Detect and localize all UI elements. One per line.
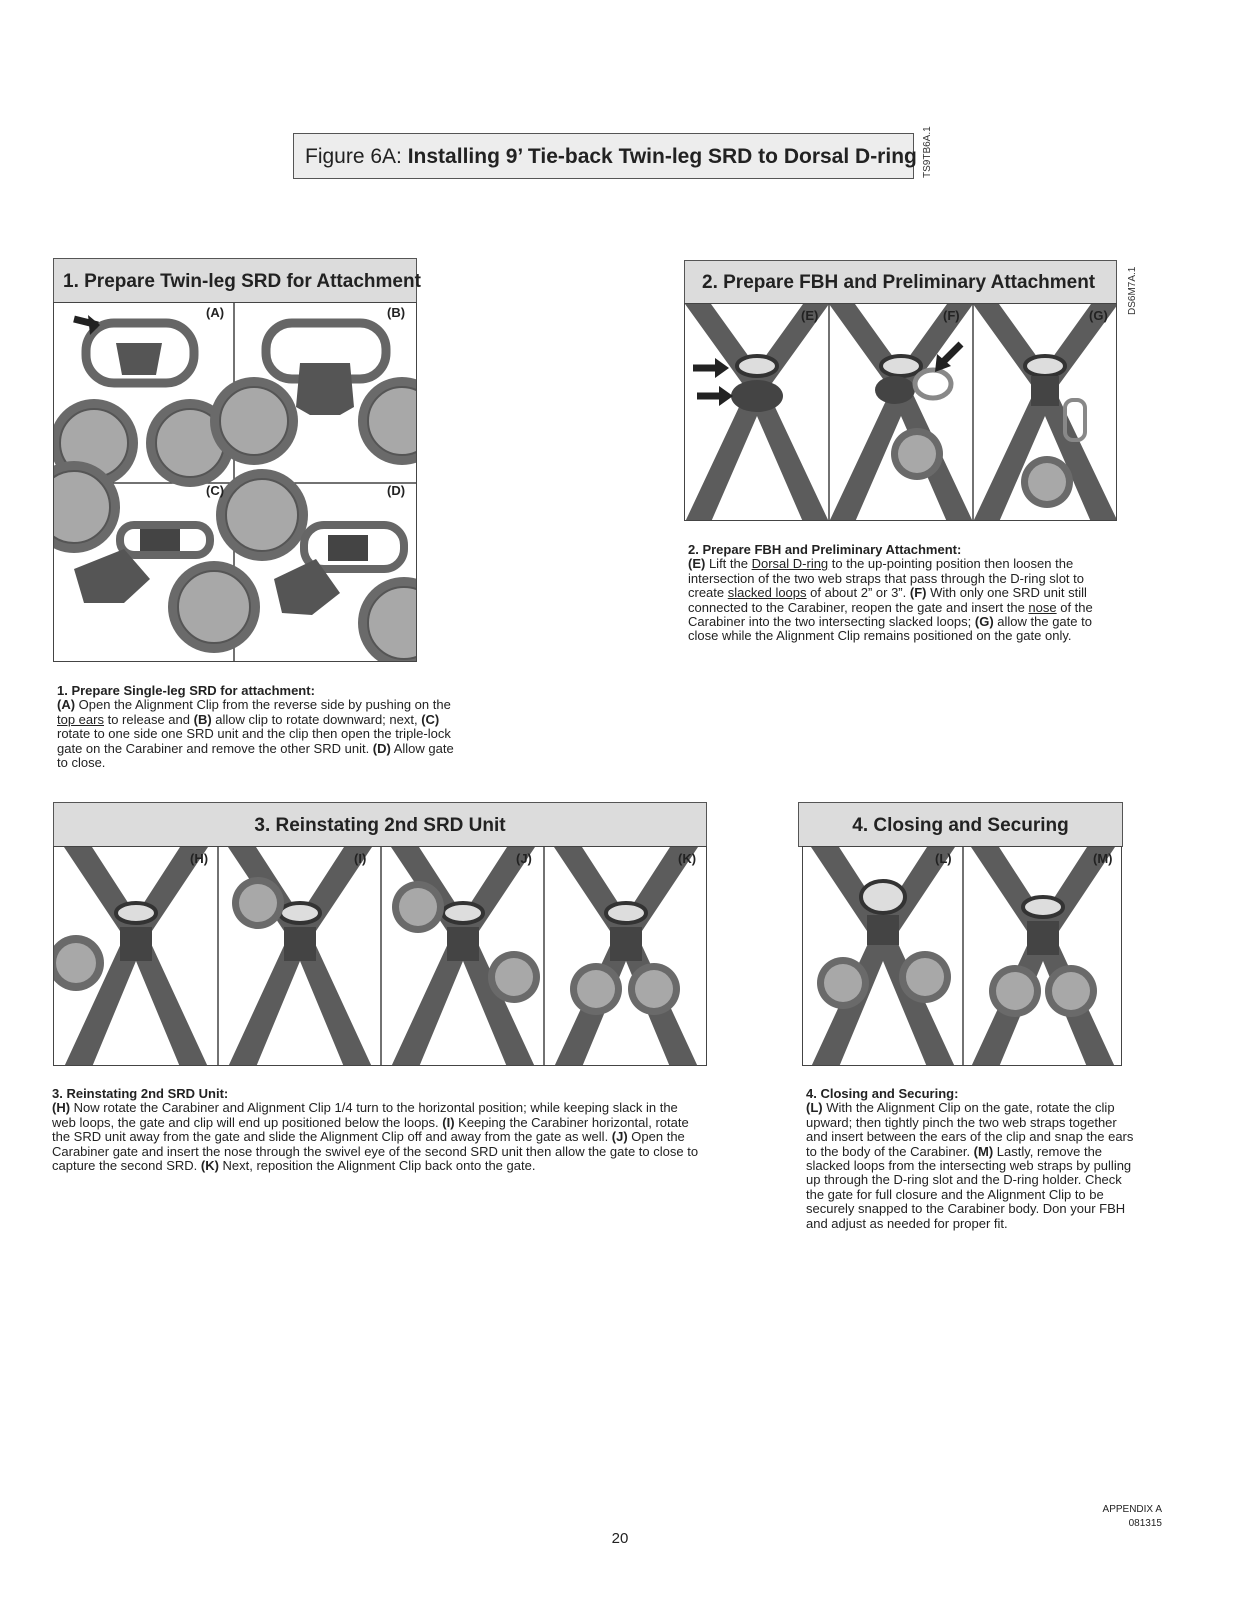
- step-b-text: allow clip to rotate downward; next,: [211, 711, 422, 727]
- step-g-text: allow the gate to close while the Alignment Clip remains positioned on the gate only.: [688, 614, 1092, 644]
- step-g-tag: (G): [974, 614, 994, 630]
- panel-label-b: (B): [387, 305, 406, 320]
- section2-description: [688, 543, 1118, 644]
- section3-heading: 3. Reinstating 2nd SRD Unit: [53, 802, 707, 847]
- panel-label-k: (K): [678, 851, 697, 866]
- panel-label-f: (F): [943, 308, 960, 323]
- step-a-tag: (A): [57, 697, 76, 713]
- panel-label-m: (M): [1093, 851, 1113, 866]
- panel-label-a: (A): [206, 305, 225, 320]
- step-k-text: Next, reposition the Alignment Clip back onto the gate.: [218, 1158, 536, 1174]
- section4-description: [806, 1087, 1136, 1231]
- figure-prefix: Figure 6A:: [305, 145, 408, 168]
- step-e-text-3: of about 2” or 3”.: [806, 585, 910, 601]
- harness-illustration-j: [391, 847, 540, 1066]
- panel-label-g: (G): [1089, 308, 1108, 323]
- footer-appendix: [1060, 1503, 1162, 1531]
- slacked-loops-term: slacked loops: [727, 585, 807, 601]
- section2-illustration: [684, 303, 1117, 521]
- panel-label-j: (J): [516, 851, 532, 866]
- step-j-tag: (J): [611, 1129, 628, 1145]
- panel-label-i: (I): [354, 851, 367, 866]
- step-m-text: Lastly, remove the slacked loops from the intersecting web straps by pulling up through the D-ring slot and the D-ring holder. Check the gate for full closure and the Alignment Clip to be securely snapped to the Carabiner body. Don your FBH and adjust as needed for proper fit.: [806, 1143, 1132, 1231]
- section3-description: [52, 1087, 702, 1173]
- harness-illustration-f: [829, 304, 973, 521]
- panel-label-l: (L): [935, 851, 952, 866]
- step-l-tag: (L): [806, 1100, 823, 1116]
- section4-heading: 4. Closing and Securing: [798, 802, 1123, 847]
- step-e-text: Lift the: [705, 556, 752, 572]
- step-k-tag: (K): [200, 1158, 219, 1174]
- panel-label-d: (D): [387, 483, 406, 498]
- step-a-text-2: to release and: [103, 711, 194, 727]
- step-c-text: rotate to one side one SRD unit and the clip then open the triple-lock gate on the Carabiner and remove the other SRD unit.: [57, 726, 451, 756]
- section1-heading: 1. Prepare Twin-leg SRD for Attachment: [53, 258, 417, 303]
- section1-description: [57, 684, 457, 770]
- harness-illustration-i: [228, 847, 372, 1066]
- figure-title: [293, 133, 917, 179]
- page-number: 20: [611, 1530, 629, 1547]
- step-i-text: Keeping the Carabiner horizontal, rotate the SRD unit away from the gate and slide the Alignment Clip off and away from the gate as well.: [52, 1114, 689, 1145]
- step-i-tag: (I): [442, 1114, 455, 1130]
- panel-label-c: (C): [206, 483, 225, 498]
- footer-code: 081315: [1128, 1518, 1162, 1529]
- step-f-text: With only one SRD unit still connected to the Carabiner, reopen the gate and insert the: [688, 585, 1087, 615]
- step-b-tag: (B): [193, 711, 212, 727]
- step-l-text: With the Alignment Clip on the gate, rotate the clip upward; then tightly pinch the two web straps together and insert between the ears of the clip and snap the ears to the body of the Carabiner.: [806, 1100, 1134, 1159]
- harness-illustration-k: [554, 847, 698, 1066]
- step-d-text: Allow gate to close.: [57, 740, 454, 771]
- step-c-tag: (C): [421, 711, 440, 727]
- harness-illustration-l: [811, 847, 955, 1066]
- section3-desc-title: 3. Reinstating 2nd SRD Unit:: [52, 1086, 229, 1101]
- top-ears-term: top ears: [57, 711, 104, 727]
- harness-illustration-m: [971, 847, 1115, 1066]
- section2-code: DS6M7A.1: [1127, 266, 1138, 315]
- srd-units-illustration-a: [54, 315, 234, 487]
- figure-title-text: Installing 9’ Tie-back Twin-leg SRD to Dorsal D-ring: [407, 145, 917, 168]
- section4-desc-title: 4. Closing and Securing:: [806, 1086, 959, 1101]
- srd-units-illustration-b: [210, 323, 417, 465]
- section2-desc-title: 2. Prepare FBH and Preliminary Attachment:: [688, 542, 962, 557]
- step-f-text-2: of the Carabiner into the two intersecting slacked loops;: [688, 599, 1093, 630]
- panel-label-e: (E): [801, 308, 819, 323]
- figure-code: TS9TB6A.1: [922, 126, 933, 178]
- harness-illustration-h: [54, 847, 208, 1066]
- step-j-text: Open the Carabiner gate and insert the nose through the swivel eye of the second SRD unit then allow the gate to close to capture the second SRD.: [52, 1129, 699, 1174]
- step-f-tag: (F): [909, 585, 927, 601]
- section3-illustration: [53, 846, 707, 1066]
- dorsal-d-ring-term: Dorsal D-ring: [751, 556, 829, 572]
- appendix-label: APPENDIX A: [1102, 1504, 1162, 1515]
- step-h-tag: (H): [52, 1100, 71, 1116]
- panel-label-h: (H): [190, 851, 209, 866]
- section4-illustration: [802, 846, 1122, 1066]
- step-e-text-2: to the up-pointing position then loosen the intersection of the two web straps that pass through the D-ring slot to create: [688, 556, 1084, 601]
- harness-illustration-e: [685, 304, 829, 521]
- step-m-tag: (M): [973, 1143, 994, 1159]
- step-h-text: Now rotate the Carabiner and Alignment Clip 1/4 turn to the horizontal position; while keeping slack in the web loops, the gate and clip will end up positioned below the loops.: [52, 1100, 678, 1130]
- section2-heading: 2. Prepare FBH and Preliminary Attachment: [684, 260, 1117, 304]
- section1-illustration: [53, 302, 417, 662]
- step-d-tag: (D): [372, 740, 391, 756]
- section1-desc-title: 1. Prepare Single-leg SRD for attachment:: [57, 683, 315, 698]
- nose-term: nose: [1028, 599, 1057, 615]
- step-a-text: Open the Alignment Clip from the reverse side by pushing on the: [75, 697, 451, 713]
- step-e-tag: (E): [688, 556, 706, 572]
- harness-illustration-g: [973, 304, 1117, 521]
